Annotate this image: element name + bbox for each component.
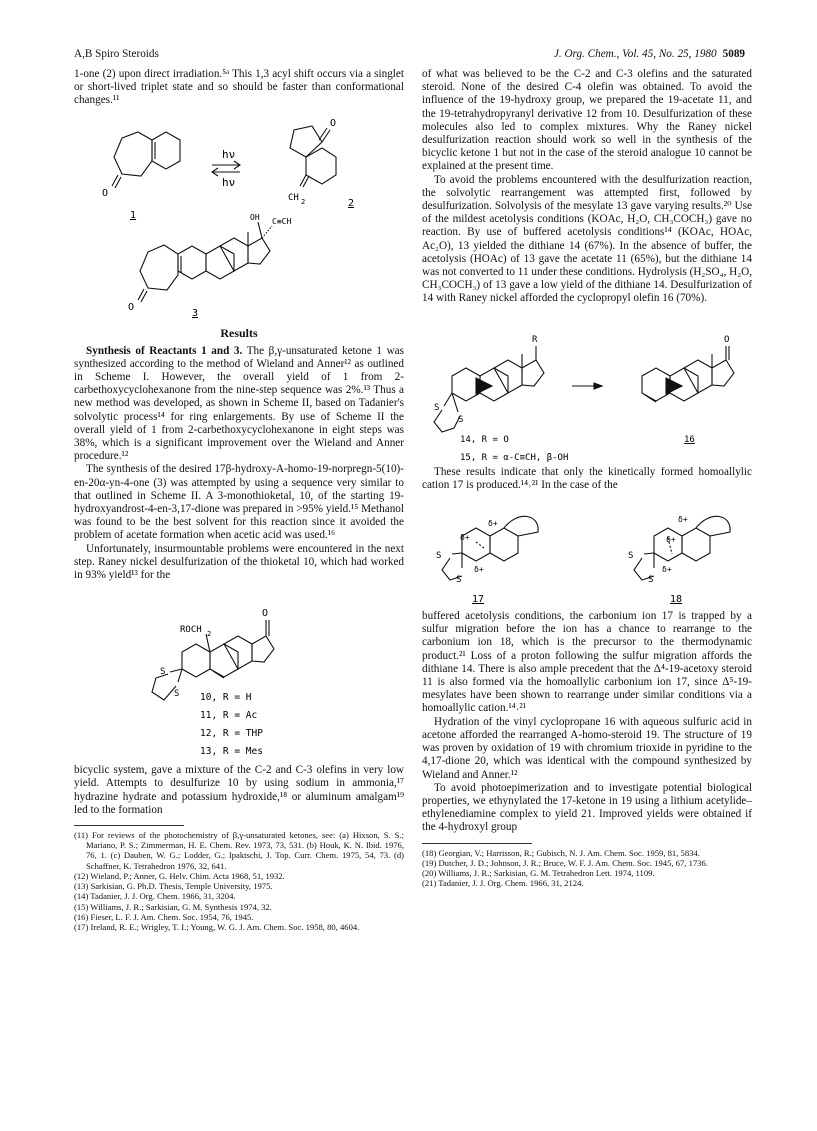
paragraph: To avoid photoepimerization and to investigate potential biological properties, we ethynylated the 17-ketone in 19 using a lithium acetylide–ethylenediamine complex to yield 21. Improved yields were obtained if the 4-hydroxyl group — [422, 781, 752, 834]
paragraph: 1-one (2) upon direct irradiation.⁵ᵃ This 1,3 acyl shift occurs via a singlet or short-lived triplet state and so should be faster than conformational changes.¹¹ — [74, 68, 404, 107]
paragraph: of what was believed to be the C-2 and C-3 olefins and the saturated steroid. None of the desired C-4 olefin was obtained. To avoid the influence of the 19-hydroxy group, we prepared the 19-acetate 11, and the 19-tetrahydropyranyl derivative 12 from 10. Desulfurization of these molecules also led to complex mixtures. Why the Raney nickel desulfurization reaction should work so well in the synthesis of the bicyclic ketone 1 but not in the case of the steroid analogue 10 cannot be explained at the present time. — [422, 68, 752, 173]
figure-desulfurization — [422, 306, 752, 466]
figure-carbonium-ions — [422, 492, 752, 610]
hv-label: hν — [222, 147, 236, 161]
footnote: (14) Tadanier, J. J. Org. Chem. 1966, 31, 3204. — [74, 891, 236, 902]
compound-list-item: 12, R = THP — [200, 728, 263, 740]
footnote: (13) Sarkisian, G. Ph.D. Thesis, Temple University, 1975. — [74, 881, 273, 892]
footnote: (18) Georgian, V.; Harrisson, R.; Gubisch, N. J. Am. Chem. Soc. 1959, 81, 5834. — [422, 847, 700, 858]
footnote: (20) Williams, J. R.; Sarkisian, G. M. Tetrahedron Lett. 1974, 1109. — [422, 867, 655, 878]
oxygen-label: O — [724, 334, 730, 345]
left-column — [74, 68, 404, 932]
sulfur-label: S — [628, 551, 634, 562]
compound-label: 14, R = O — [460, 434, 509, 445]
delta-plus-label: δ+ — [488, 519, 498, 529]
figure-photochem-scheme — [74, 108, 404, 320]
paragraph — [74, 345, 404, 464]
delta-plus-label: δ+ — [666, 535, 676, 545]
footnote: (16) Fieser, L. F. J. Am. Chem. Soc. 1954, 76, 1945. — [74, 911, 254, 922]
footnote-separator — [422, 843, 532, 844]
sulfur-label: S — [458, 414, 464, 425]
compound-list-item: 13, R = Mes — [200, 746, 263, 758]
compound-label: 15, R = α-C≡CH, β-OH — [460, 452, 569, 463]
ethynyl-label: C≡CH — [272, 216, 292, 226]
structure-drawing — [422, 492, 752, 610]
paragraph: To avoid the problems encountered with the desulfurization reaction, the solvolytic rearrangement was attempted first, followed by desulfurization. Solvolysis of the mesylate 13 gave varying results.²⁰ Use of the mildest acetolysis conditions (KOAc, H₂O, CH₃COCH₃) gave no reaction. By use of buffered acetolysis conditions¹⁴ (KOAc, HOAc, Ac₂O), 13 yielded the dithiane 14 (67%). In the absence of buffer, the acetolysis (HOAc) of 13 gave the acetate 11 (65%), but the dithiane 14 was not converted to 11 under these conditions. Hydrolysis (H₂SO₄, H₂O, CH₃COCH₃) of 13 gave a low yield of the dithiane 14. Desulfurization of 14 with Raney nickel afforded the cyclopropyl olefin 16 (70%). — [422, 173, 752, 305]
footnotes-right — [422, 848, 752, 889]
sulfur-label: S — [434, 402, 440, 413]
sulfur-label: S — [160, 667, 166, 678]
oxygen-label: O — [262, 608, 269, 620]
footnote-separator — [74, 825, 184, 826]
right-column — [422, 68, 752, 888]
oxygen-label: O — [128, 301, 135, 313]
section-heading: Results — [220, 325, 258, 340]
footnote: (17) Ireland, R. E.; Wrigley, T. I.; Young, W. G. J. Am. Chem. Soc. 1958, 80, 4604. — [74, 921, 360, 932]
compound-label: 18 — [670, 594, 683, 606]
delta-plus-label: δ+ — [460, 533, 470, 543]
footnotes-left — [74, 830, 404, 932]
sulfur-label: S — [648, 575, 654, 586]
ch2-label: CH — [288, 192, 299, 203]
structure-drawing — [74, 108, 404, 320]
paragraph-lead: Synthesis of Reactants 1 and 3. — [86, 344, 243, 357]
paragraph: Unfortunately, insurmountable problems were encountered in the next step. Raney nickel desulfurization of the thioketal 10, which had worked in 93% yield¹³ for the — [74, 542, 404, 582]
paragraph: bicyclic system, gave a mixture of the C-2 and C-3 olefins in very low yield. Attempts to desulfurize 10 by using sodium in ammonia,¹⁷ hydrazine hydrate and potassium hydroxide,¹⁸ or aluminum amalgam¹⁹ led to the formation — [74, 764, 404, 816]
footnote: (19) Dutcher, J. D.; Johnson, J. R.; Bruce, W. F. J. Am. Chem. Soc. 1945, 67, 1736. — [422, 857, 708, 868]
structure-drawing — [74, 582, 404, 764]
paragraph: These results indicate that only the kinetically formed homoallylic cation 17 is produced.¹⁴˒²¹ In the case of the — [422, 465, 752, 491]
sulfur-label: S — [436, 551, 442, 562]
compound-label: 17 — [472, 594, 485, 606]
running-head-left: A,B Spiro Steroids — [74, 48, 159, 60]
sulfur-label: S — [456, 575, 462, 586]
journal-citation: J. Org. Chem., Vol. 45, No. 25, 1980 — [553, 48, 717, 60]
paragraph: Hydration of the vinyl cyclopropane 16 with aqueous sulfuric acid in acetone afforded the rearranged A-homo-steroid 19. The structure of 19 was proven by oxidation of 19 with chromium trioxide in pyridine to the 4,17-dione 20, which was identical with the compound synthesized by Wieland and Anner.¹² — [422, 715, 752, 781]
running-head-right — [554, 48, 745, 60]
oxygen-label: O — [330, 117, 337, 129]
compound-label: 3 — [192, 307, 199, 319]
footnote: (21) Tadanier, J. J. Org. Chem. 1966, 31, 2124. — [422, 878, 584, 889]
hv-label: hν — [222, 175, 236, 189]
footnote: (11) For reviews of the photochemistry of β,γ-unsaturated ketones, see: (a) Hixson, S. S.; Mariano, P. S.; Zimmerman, H. E. Chem. Rev. 1973, 73, 531. (b) Houk, K. N. Ibid. 1976, 76, 1. (c) Dauben, W. G.; Lodder, G.; Ipaktschi, J. Top. Curr. Chem. 1975, 54, 73. (d) Schaffner, K. Tetrahedron 1976, 32, 641. — [74, 830, 404, 871]
roch2-subscript: 2 — [207, 630, 212, 639]
ch2-subscript: 2 — [301, 197, 306, 206]
compound-label: 1 — [130, 209, 137, 221]
sulfur-label: S — [174, 689, 180, 700]
footnote: (15) Williams, J. R.; Sarkisian, G. M. Synthesis 1974, 32. — [74, 901, 272, 912]
figure-thioketal — [74, 582, 404, 764]
paragraph-text: The β,γ-unsaturated ketone 1 was synthesized according to the method of Wieland and Anner¹² as outlined in Scheme I. However, the overall yield of 1 from 2-carbethoxycyclohexanone from the nine-step sequence was 2%.¹³ Thus a new method was developed, as shown in Scheme II, based on Tadanier's solvolytic process¹⁴ for ring enlargements. By use of Scheme II the overall yield of 1 from 2-carbethoxycyclohexanone in eight steps was 38%, which is a significant improvement over the Wieland and Anner procedure.¹² — [74, 344, 404, 463]
compound-label: 2 — [348, 197, 355, 209]
oh-label: OH — [250, 212, 260, 222]
page-number: 5089 — [722, 48, 745, 60]
delta-plus-label: δ+ — [662, 565, 672, 575]
paragraph: The synthesis of the desired 17β-hydroxy-A-homo-19-norpregn-5(10)-en-20α-yn-4-one (3) was attempted by using a sequence very similar to that outlined in Scheme II. A 3-monothioketal, 10, of the starting 19-hydroxyandrost-4-en-3,17-dione was prepared in >95% yield.¹⁵ Methanol was found to be the best solvent for this reaction since it avoided the problem of acetate formation when acetic acid was used.¹⁶ — [74, 463, 404, 542]
compound-label: 16 — [684, 434, 695, 445]
compound-list-item: 11, R = Ac — [200, 710, 258, 722]
roch2-label: ROCH — [180, 625, 202, 636]
r-group-label: R — [532, 334, 538, 345]
footnote: (12) Wieland, P.; Anner, G. Helv. Chim. Acta 1968, 51, 1932. — [74, 870, 285, 881]
delta-plus-label: δ+ — [678, 515, 688, 525]
compound-list-item: 10, R = H — [200, 692, 252, 704]
oxygen-label: O — [102, 187, 109, 199]
delta-plus-label: δ+ — [474, 565, 484, 575]
structure-drawing — [422, 306, 752, 466]
paragraph: buffered acetolysis conditions, the carbonium ion 17 is trapped by a sulfur migration before the ion has a chance to rearrange to the carbonium ion 18, which is the precursor to the thermodynamic product.²¹ Loss of a proton following the sulfur migration affords the dithiane 14. There is also ample precedent that the Δ⁴-19-acetoxy steroid 11 is also formed via the homoallylic carbonium ion 17, since Δ⁵-19-mesylates have been shown to rearrange under similar conditions via a homoallylic cation.¹⁴˒²¹ — [422, 610, 752, 715]
